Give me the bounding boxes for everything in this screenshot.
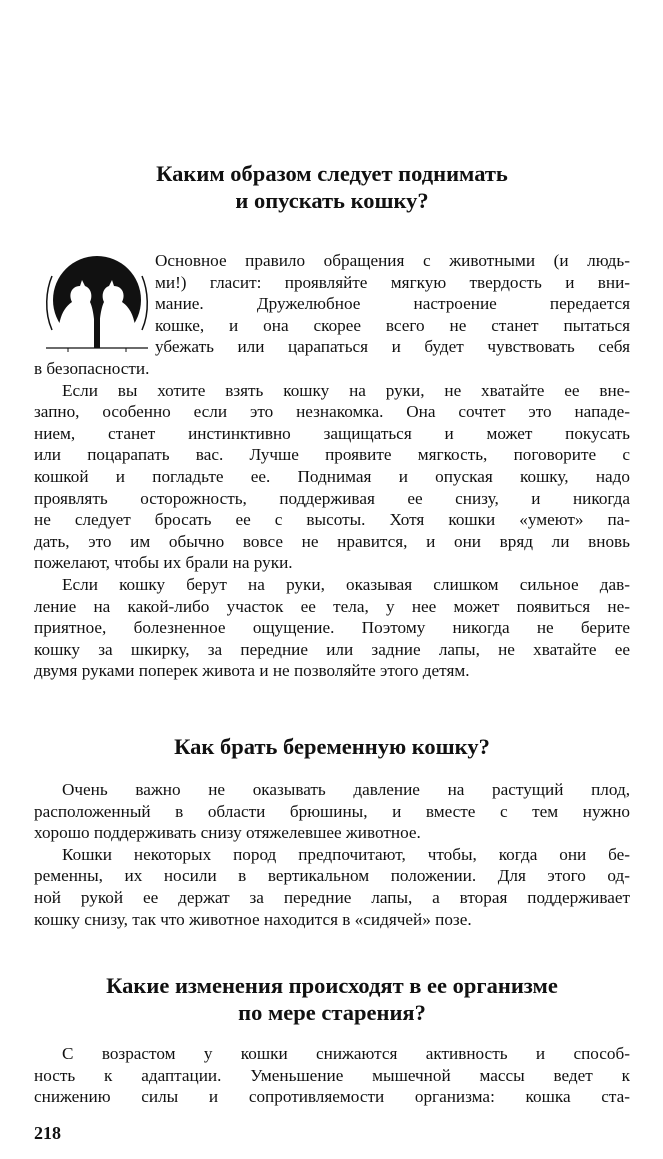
text-line: Кошки некоторых пород предпочитают, чтобы, когда они бе- [62, 844, 630, 864]
section1-title-line2: и опускать кошку? [235, 188, 429, 213]
text-line: Если кошку берут на руки, оказывая слишком сильное дав- [62, 574, 630, 594]
section1-title [34, 160, 630, 214]
text-line: кошкой и погладьте ее. Поднимая и опуская кошку, надо [34, 466, 630, 486]
section3-title-line1: Какие изменения происходят в ее организме [106, 973, 558, 998]
section2-title-line: Как брать беременную кошку? [174, 734, 490, 759]
text-line: мание. Дружелюбное настроение передается [155, 294, 630, 314]
text-line: двумя руками поперек живота и не позволяйте этого детям. [34, 661, 470, 681]
text-line: хорошо поддерживать снизу отяжелевшее животное. [34, 823, 421, 843]
section1-title-line1: Каким образом следует поднимать [156, 161, 508, 186]
text-line: ми!) гласит: проявляйте мягкую твердость и вни- [155, 272, 630, 292]
text-line: ление на какой-либо участок ее тела, у нее может появиться не- [34, 596, 630, 616]
text-line: запно, особенно если это незнакомка. Она сочтет это нападе- [34, 402, 630, 422]
section1-body [34, 358, 630, 682]
text-line: или поцарапать вас. Лучше проявите мягкость, поговорите с [34, 445, 630, 465]
text-line: расположенный в области брюшины, и вместе с тем нужно [34, 801, 630, 821]
text-line: Если вы хотите взять кошку на руки, не хватайте ее вне- [62, 380, 630, 400]
section3-title-line2: по мере старения? [238, 1000, 426, 1025]
text-line: проявлять осторожность, поддерживая ее снизу, и никогда [34, 488, 630, 508]
text-line: в безопасности. [34, 359, 150, 378]
text-line: не следует бросать ее с высоты. Хотя кошки «умеют» па- [34, 510, 630, 530]
text-line: снижению силы и сопротивляемости организма: кошка ста- [34, 1087, 630, 1107]
text-line: дать, это им обычно вовсе не нравится, и они вряд ли вновь [34, 531, 630, 551]
text-line: приятное, болезненное ощущение. Поэтому никогда не берите [34, 618, 630, 638]
section2-body [34, 779, 630, 930]
text-line: кошку за шкирку, за передние или задние лапы, не хватайте ее [34, 639, 630, 659]
section2-title [34, 733, 630, 760]
two-cats-silhouette-icon [38, 250, 156, 358]
text-line: ность к адаптации. Уменьшение мышечной массы ведет к [34, 1065, 630, 1085]
section3-title [34, 972, 630, 1026]
text-line: ной рукой ее держат за передние лапы, а вторая поддерживает [34, 887, 630, 907]
text-line: убежать или царапаться и будет чувствовать себя [155, 337, 630, 357]
section1-intro-wrapped [155, 250, 630, 358]
text-line: кошку снизу, так что животное находится в «сидячей» позе. [34, 909, 472, 929]
text-line: ременны, их носили в вертикальном положении. Для этого од- [34, 866, 630, 886]
text-line: кошке, и она скорее всего не станет пытаться [155, 315, 630, 335]
text-line: С возрастом у кошки снижаются активность и способ- [62, 1044, 630, 1063]
page-number: 218 [34, 1123, 61, 1143]
text-line: нием, станет инстинктивно защищаться и может покусать [34, 423, 630, 443]
text-line: Основное правило обращения с животными (и людь- [155, 251, 630, 270]
text-line: Очень важно не оказывать давление на растущий плод, [62, 780, 630, 799]
section3-body [34, 1043, 630, 1108]
text-line: пожелают, чтобы их брали на руки. [34, 553, 293, 573]
